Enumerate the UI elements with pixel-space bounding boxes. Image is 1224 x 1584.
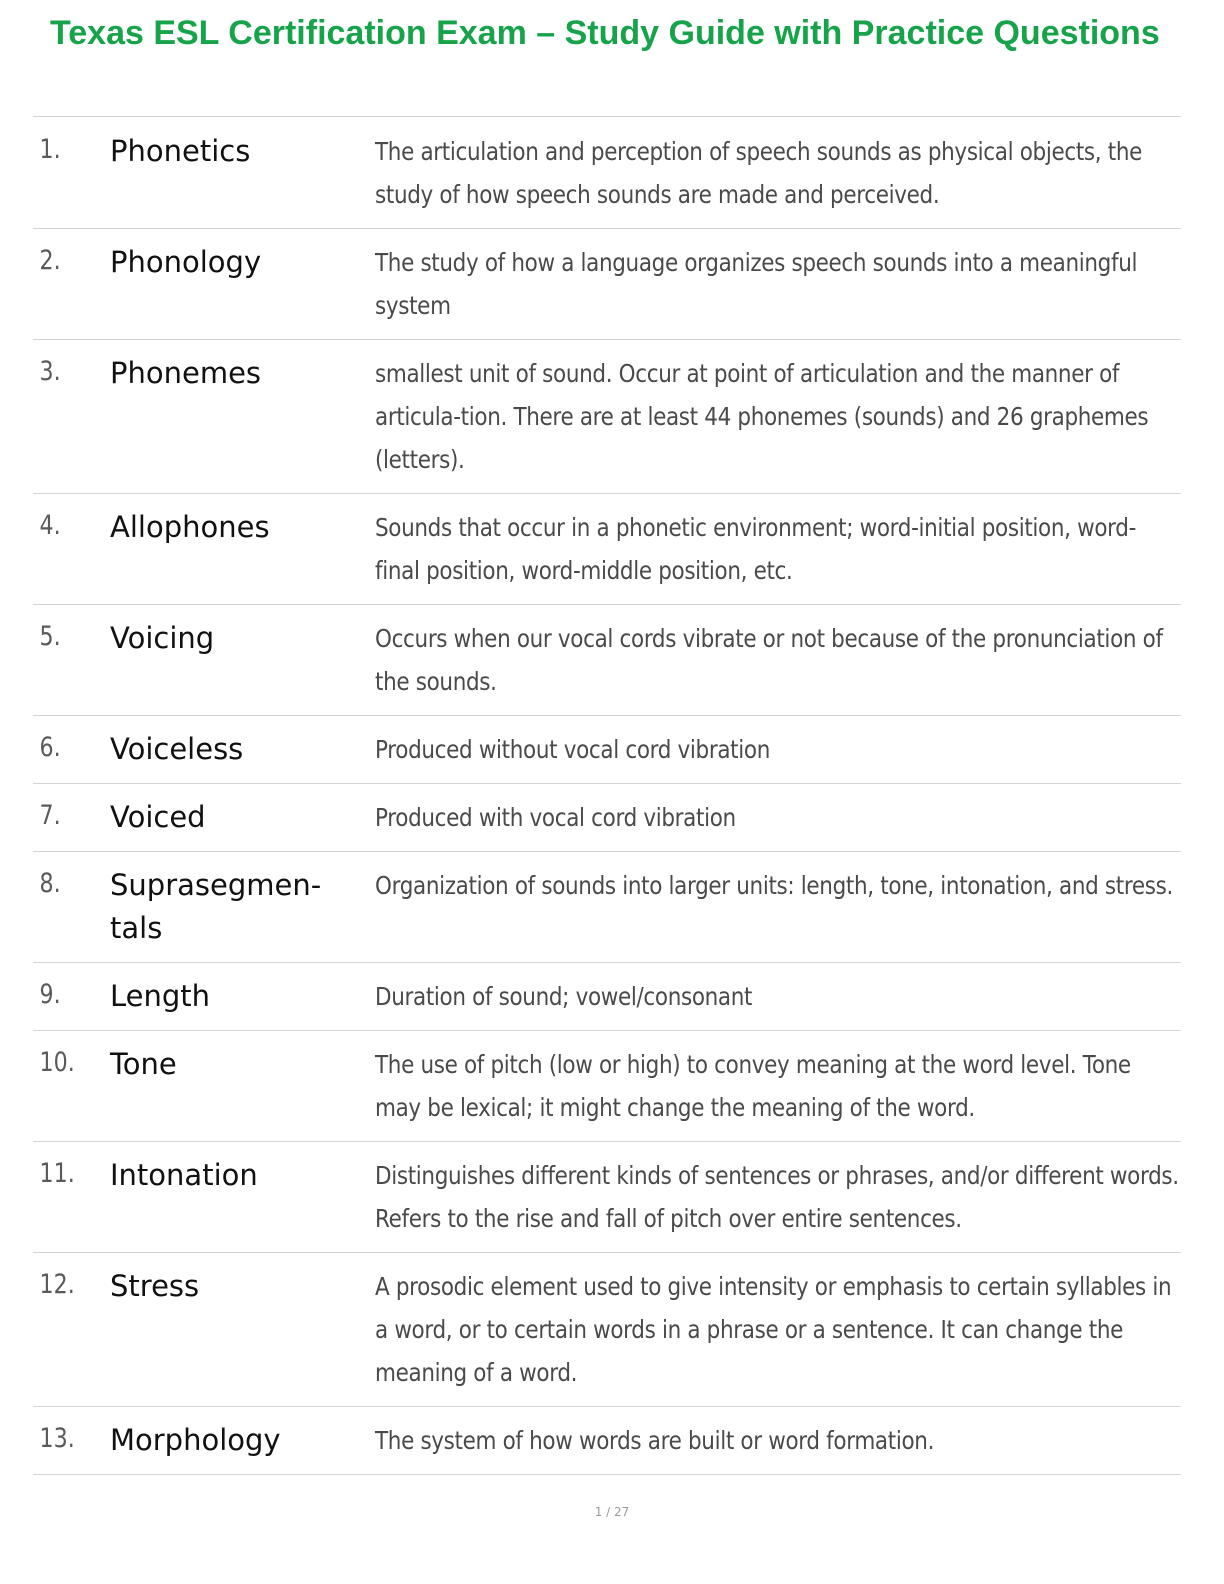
definition-text: Produced with vocal cord vibration <box>375 803 736 832</box>
row-number: 11. <box>39 1158 75 1189</box>
definition-text: Produced without vocal cord vibration <box>375 735 770 764</box>
term: Phonetics <box>110 134 251 168</box>
definition <box>375 118 1181 228</box>
row-number: 3. <box>39 356 61 387</box>
term: Tone <box>110 1047 177 1081</box>
table-row <box>33 1142 1181 1253</box>
table-row <box>33 1253 1181 1407</box>
table-row <box>33 118 1181 229</box>
definition <box>375 1142 1181 1252</box>
definition <box>375 605 1181 715</box>
definition-text: smallest unit of sound. Occur at point of articulation and the manner of articula-tion. There are at least 44 phonemes (sounds) and 26 graphemes (letters). <box>375 359 1149 474</box>
table-top-rule <box>33 116 1181 117</box>
definition <box>375 1031 1181 1141</box>
term: Intonation <box>110 1158 258 1192</box>
definition <box>375 716 1181 783</box>
definition <box>375 852 1181 919</box>
document-title: Texas ESL Certification Exam – Study Guide with Practice Questions <box>50 14 1160 52</box>
table-row <box>33 605 1181 716</box>
table-row <box>33 1031 1181 1142</box>
table-row <box>33 340 1181 494</box>
term: Voiced <box>110 800 206 834</box>
row-number: 10. <box>39 1047 75 1078</box>
definition-text: The study of how a language organizes speech sounds into a meaningful system <box>375 248 1138 320</box>
row-number: 1. <box>39 134 61 165</box>
definition-text: The articulation and perception of speech sounds as physical objects, the study of how speech sounds are made and perceived. <box>375 137 1143 209</box>
row-number: 13. <box>39 1423 75 1454</box>
row-number: 9. <box>39 979 61 1010</box>
term: Suprasegmen-tals <box>110 868 322 945</box>
definition-text: Duration of sound; vowel/consonant <box>375 982 753 1011</box>
table-row <box>33 1407 1181 1475</box>
table-row <box>33 784 1181 852</box>
definition-text: Organization of sounds into larger units: length, tone, intonation, and stress. <box>375 871 1173 900</box>
definition <box>375 963 1181 1030</box>
definition-text: The use of pitch (low or high) to convey meaning at the word level. Tone may be lexical; it might change the meaning of the word. <box>375 1050 1131 1122</box>
row-number: 6. <box>39 732 61 763</box>
definition-text: The system of how words are built or word formation. <box>375 1426 935 1455</box>
term: Length <box>110 979 211 1013</box>
glossary-table <box>33 118 1181 1475</box>
term: Voiceless <box>110 732 244 766</box>
definition <box>375 784 1181 851</box>
term: Allophones <box>110 510 270 544</box>
table-row <box>33 963 1181 1031</box>
page-indicator: 1 / 27 <box>594 1505 630 1519</box>
definition <box>375 494 1181 604</box>
definition <box>375 1407 1181 1474</box>
definition <box>375 229 1181 339</box>
table-row <box>33 494 1181 605</box>
row-number: 7. <box>39 800 61 831</box>
definition-text: Sounds that occur in a phonetic environment; word-initial position, word-final position, word-middle position, etc. <box>375 513 1137 585</box>
definition-text: A prosodic element used to give intensity or emphasis to certain syllables in a word, or to certain words in a phrase or a sentence. It can change the meaning of a word. <box>375 1272 1172 1387</box>
term: Phonology <box>110 245 262 279</box>
definition-text: Distinguishes different kinds of sentences or phrases, and/or different words. Refers to the rise and fall of pitch over entire sentences. <box>375 1161 1179 1233</box>
row-number: 4. <box>39 510 61 541</box>
definition <box>375 340 1181 493</box>
term: Phonemes <box>110 356 262 390</box>
term: Morphology <box>110 1423 281 1457</box>
row-number: 2. <box>39 245 61 276</box>
row-number: 5. <box>39 621 61 652</box>
table-row <box>33 852 1181 963</box>
table-row <box>33 229 1181 340</box>
definition <box>375 1253 1181 1406</box>
table-row <box>33 716 1181 784</box>
term: Voicing <box>110 621 215 655</box>
row-number: 8. <box>39 868 61 899</box>
term: Stress <box>110 1269 200 1303</box>
row-number: 12. <box>39 1269 75 1300</box>
definition-text: Occurs when our vocal cords vibrate or not because of the pronunciation of the sounds. <box>375 624 1163 696</box>
